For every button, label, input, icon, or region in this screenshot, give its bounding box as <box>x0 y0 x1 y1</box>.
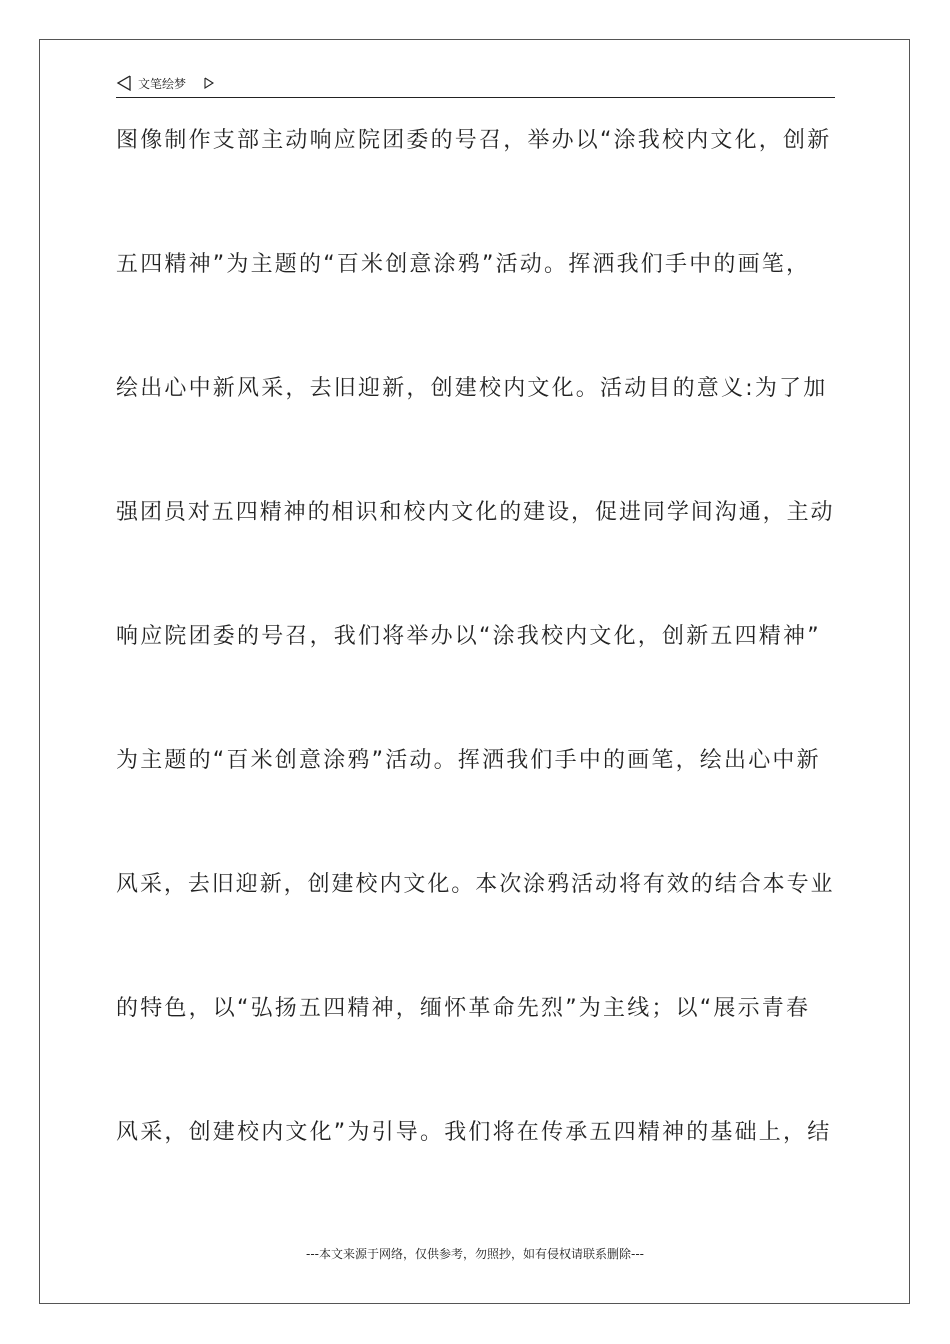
page-header <box>116 72 835 98</box>
text-line: 风采，创建校内文化”为引导。我们将在传承五四精神的基础上，结 <box>116 1120 832 1145</box>
right-triangle-icon <box>204 77 214 89</box>
left-triangle-icon <box>116 74 132 92</box>
footer-disclaimer: ---本文来源于网络，仅供参考，勿照抄，如有侵权请联系删除--- <box>306 1247 644 1261</box>
header-brand: 文笔绘梦 <box>138 77 187 91</box>
text-line: 绘出心中新风采，去旧迎新，创建校内文化。活动目的意义:为了加 <box>116 376 828 401</box>
text-line: 强团员对五四精神的相识和校内文化的建设，促进同学间沟通，主动 <box>116 500 835 525</box>
page-border <box>39 39 910 1304</box>
text-line: 的特色，以“弘扬五四精神，缅怀革命先烈”为主线；以“展示青春 <box>116 996 811 1021</box>
text-line: 图像制作支部主动响应院团委的号召，举办以“涂我校内文化，创新 <box>116 128 832 153</box>
text-line: 响应院团委的号召，我们将举办以“涂我校内文化，创新五四精神” <box>116 624 821 649</box>
text-line: 为主题的“百米创意涂鸦”活动。挥洒我们手中的画笔，绘出心中新 <box>116 748 821 773</box>
text-line: 五四精神”为主题的“百米创意涂鸦”活动。挥洒我们手中的画笔， <box>116 252 811 277</box>
text-line: 风采，去旧迎新，创建校内文化。本次涂鸦活动将有效的结合本专业 <box>116 872 835 897</box>
